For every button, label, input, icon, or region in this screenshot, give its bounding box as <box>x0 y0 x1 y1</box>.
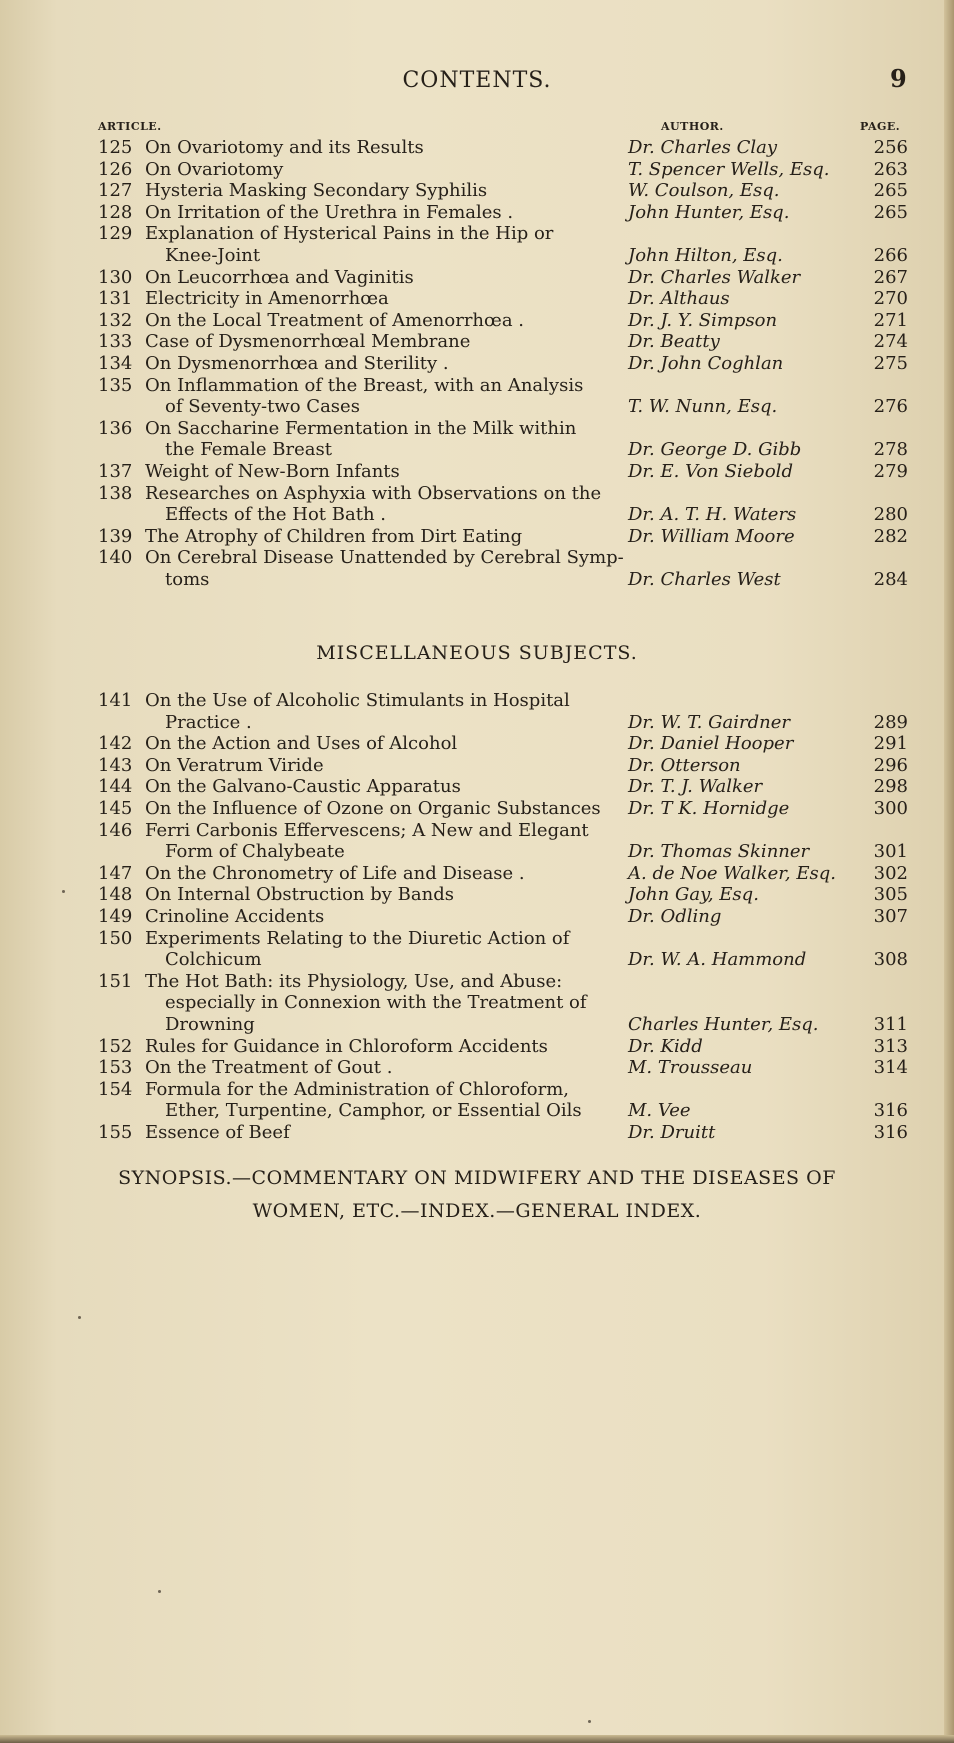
footer-synopsis-line-2: WOMEN, ETC.—INDEX.—GENERAL INDEX. <box>252 1200 702 1222</box>
article-title-line: On the Treatment of Gout . <box>145 1057 393 1079</box>
article-title-line: of Seventy-two Cases <box>165 396 360 418</box>
contents-entry <box>0 310 954 332</box>
article-title-line: Essence of Beef <box>145 1122 290 1143</box>
article-page: 314 <box>873 1057 908 1079</box>
contents-entry <box>0 755 954 777</box>
article-page: 300 <box>873 798 908 819</box>
article-number: 127 <box>98 180 133 202</box>
article-page: 271 <box>873 309 908 331</box>
article-author: Dr. Kidd <box>628 1035 703 1057</box>
article-title-line: On the Galvano-Caustic Apparatus <box>145 776 461 798</box>
article-author: John Hilton, Esq. <box>628 244 783 266</box>
article-author: Charles Hunter, Esq. <box>628 1013 819 1035</box>
contents-entry <box>0 928 954 971</box>
contents-entry <box>0 1079 954 1122</box>
article-page: 274 <box>873 331 908 353</box>
article-page: 302 <box>873 862 908 884</box>
article-page: 276 <box>873 396 908 418</box>
article-title-line: the Female Breast <box>165 439 332 461</box>
paper-speck <box>78 1316 81 1319</box>
article-number: 154 <box>98 1078 133 1100</box>
article-title-line: On Cerebral Disease Unattended by Cerebral Symp- <box>145 547 624 569</box>
contents-entry <box>0 884 954 906</box>
article-number: 151 <box>98 970 133 992</box>
article-author: A. de Noe Walker, Esq. <box>628 862 836 884</box>
article-number: 150 <box>98 927 133 949</box>
article-number: 126 <box>98 158 133 180</box>
article-author: Dr. Otterson <box>628 754 741 776</box>
article-author: T. W. Nunn, Esq. <box>628 396 778 418</box>
article-author: Dr. John Coghlan <box>628 353 784 374</box>
article-author: John Hunter, Esq. <box>628 201 790 223</box>
article-number: 125 <box>98 137 133 158</box>
contents-entry <box>0 461 954 483</box>
article-author: Dr. Althaus <box>628 288 730 310</box>
article-number: 147 <box>98 862 133 884</box>
article-number: 132 <box>98 309 133 331</box>
article-page: 308 <box>873 949 908 971</box>
article-title-line: On Saccharine Fermentation in the Milk within <box>145 417 577 439</box>
contents-entry <box>0 863 954 885</box>
article-number: 143 <box>98 754 133 776</box>
article-title-line: On the Action and Uses of Alcohol <box>145 733 458 755</box>
article-number: 134 <box>98 353 133 374</box>
article-page: 270 <box>873 288 908 310</box>
article-author: T. Spencer Wells, Esq. <box>628 158 830 180</box>
article-title-line: Hysteria Masking Secondary Syphilis <box>145 180 488 202</box>
article-title-line: Knee-Joint <box>165 244 261 266</box>
article-number: 155 <box>98 1122 133 1143</box>
article-number: 130 <box>98 266 133 288</box>
article-number: 141 <box>98 690 133 711</box>
article-number: 148 <box>98 884 133 906</box>
article-page: 280 <box>873 504 908 526</box>
article-author: Dr. Thomas Skinner <box>628 841 810 863</box>
article-title-line: On Dysmenorrhœa and Sterility . <box>145 353 449 374</box>
article-title-line: Rules for Guidance in Chloroform Accidents <box>145 1035 548 1057</box>
article-title-line: On Ovariotomy <box>145 158 284 180</box>
article-author: Dr. W. A. Hammond <box>628 949 807 971</box>
contents-entry <box>0 690 954 733</box>
contents-entry <box>0 798 954 820</box>
article-author: M. Trousseau <box>628 1057 753 1079</box>
article-author: Dr. Charles West <box>628 568 781 590</box>
article-author: Dr. Odling <box>628 906 722 927</box>
contents-entry <box>0 547 954 590</box>
article-title-line: Electricity in Amenorrhœa <box>145 288 389 310</box>
contents-entry <box>0 375 954 418</box>
article-page: 278 <box>873 439 908 461</box>
article-page: 265 <box>873 180 908 202</box>
article-author: W. Coulson, Esq. <box>628 180 780 202</box>
article-page: 311 <box>873 1013 908 1035</box>
running-title: CONTENTS. <box>402 68 552 93</box>
article-page: 275 <box>873 353 908 374</box>
contents-entry <box>0 353 954 375</box>
article-number: 131 <box>98 288 133 310</box>
article-title-line: Practice . <box>165 711 252 733</box>
contents-entry <box>0 1122 954 1144</box>
article-author: Dr. Daniel Hooper <box>628 733 794 755</box>
article-title-line: Crinoline Accidents <box>145 906 325 927</box>
article-title-line: On Veratrum Viride <box>145 754 324 776</box>
article-author: Dr. Charles Clay <box>628 137 778 158</box>
article-page: 284 <box>873 568 908 590</box>
article-title-line: Researches on Asphyxia with Observations on the <box>145 482 602 504</box>
article-title-line: On Inflammation of the Breast, with an Analysis <box>145 374 584 396</box>
article-title-line: On the Use of Alcoholic Stimulants in Hospital <box>145 690 570 711</box>
article-author: Dr. William Moore <box>628 525 795 547</box>
article-page: 316 <box>873 1122 908 1143</box>
article-page: 279 <box>873 461 908 482</box>
paper-speck <box>158 1590 161 1593</box>
article-number: 138 <box>98 482 133 504</box>
article-title-line: The Hot Bath: its Physiology, Use, and Abuse: <box>145 970 563 992</box>
article-page: 263 <box>873 158 908 180</box>
article-number: 153 <box>98 1057 133 1079</box>
article-number: 142 <box>98 733 133 755</box>
article-page: 291 <box>873 733 908 755</box>
article-author: Dr. J. Y. Simpson <box>628 309 778 331</box>
article-author: Dr. Charles Walker <box>628 266 801 288</box>
article-title-line: The Atrophy of Children from Dirt Eating <box>145 525 523 547</box>
contents-entry <box>0 526 954 548</box>
article-title-line: Experiments Relating to the Diuretic Action of <box>145 927 570 949</box>
article-number: 139 <box>98 525 133 547</box>
contents-entry <box>0 733 954 755</box>
article-title-line: Colchicum <box>165 949 262 971</box>
article-author: Dr. George D. Gibb <box>628 439 802 461</box>
article-page: 298 <box>873 776 908 798</box>
article-page: 305 <box>873 884 908 906</box>
article-page: 256 <box>873 137 908 158</box>
article-title-line: On the Chronometry of Life and Disease . <box>145 862 525 884</box>
contents-entry <box>0 971 954 1036</box>
article-title-line: On the Influence of Ozone on Organic Substances <box>145 798 601 819</box>
article-number: 128 <box>98 201 133 223</box>
article-title-line: On Leucorrhœa and Vaginitis <box>145 266 414 288</box>
article-page: 266 <box>873 244 908 266</box>
article-page: 296 <box>873 754 908 776</box>
section-heading-miscellaneous: MISCELLANEOUS SUBJECTS. <box>316 642 638 664</box>
article-page: 289 <box>873 711 908 733</box>
article-title-line: On the Local Treatment of Amenorrhœa . <box>145 309 524 331</box>
article-title-line: Drowning <box>165 1013 255 1035</box>
column-header-author: AUTHOR. <box>661 120 724 133</box>
contents-entry <box>0 1036 954 1058</box>
article-author: Dr. W. T. Gairdner <box>628 711 790 733</box>
contents-entry <box>0 202 954 224</box>
article-author: Dr. A. T. H. Waters <box>628 504 797 526</box>
article-number: 135 <box>98 374 133 396</box>
article-number: 137 <box>98 461 133 482</box>
article-title-line: toms <box>165 568 210 590</box>
paper-speck <box>62 890 65 893</box>
contents-entry <box>0 483 954 526</box>
article-page: 313 <box>873 1035 908 1057</box>
contents-entry <box>0 776 954 798</box>
article-number: 140 <box>98 547 133 569</box>
article-number: 129 <box>98 223 133 245</box>
article-title-line: Ferri Carbonis Effervescens; A New and Elegant <box>145 819 589 841</box>
article-author: Dr. E. Von Siebold <box>628 461 793 482</box>
contents-entry <box>0 267 954 289</box>
article-title-line: Weight of New-Born Infants <box>145 461 400 482</box>
contents-entry <box>0 137 954 159</box>
article-author: John Gay, Esq. <box>628 884 759 906</box>
article-author: M. Vee <box>628 1100 691 1122</box>
column-header-article: ARTICLE. <box>98 120 162 133</box>
article-number: 145 <box>98 798 133 819</box>
article-title-line: Formula for the Administration of Chloroform, <box>145 1078 570 1100</box>
article-title-line: Effects of the Hot Bath . <box>165 504 386 526</box>
article-page: 267 <box>873 266 908 288</box>
article-title-line: On Internal Obstruction by Bands <box>145 884 454 906</box>
article-title-line: On Ovariotomy and its Results <box>145 137 424 158</box>
article-page: 301 <box>873 841 908 863</box>
article-title-line: Explanation of Hysterical Pains in the Hip or <box>145 223 554 245</box>
article-title-line: Form of Chalybeate <box>165 841 345 863</box>
article-number: 144 <box>98 776 133 798</box>
article-author: Dr. Beatty <box>628 331 720 353</box>
article-author: Dr. T. J. Walker <box>628 776 763 798</box>
article-page: 265 <box>873 201 908 223</box>
contents-entry <box>0 180 954 202</box>
article-author: Dr. Druitt <box>628 1122 716 1143</box>
article-number: 146 <box>98 819 133 841</box>
contents-entry <box>0 331 954 353</box>
contents-entry <box>0 906 954 928</box>
article-title-line: Case of Dysmenorrhœal Membrane <box>145 331 471 353</box>
article-page: 282 <box>873 525 908 547</box>
paper-speck <box>588 1720 591 1723</box>
footer-synopsis-line-1: SYNOPSIS.—COMMENTARY ON MIDWIFERY AND THE DISEASES OF <box>118 1167 836 1189</box>
article-title-line: especially in Connexion with the Treatment of <box>165 992 587 1014</box>
contents-entry <box>0 1057 954 1079</box>
article-number: 152 <box>98 1035 133 1057</box>
column-header-page: PAGE. <box>860 120 901 133</box>
article-number: 136 <box>98 417 133 439</box>
article-title-line: On Irritation of the Urethra in Females . <box>145 201 514 223</box>
article-number: 133 <box>98 331 133 353</box>
article-page: 307 <box>873 906 908 927</box>
article-number: 149 <box>98 906 133 927</box>
article-author: Dr. T K. Hornidge <box>628 798 790 819</box>
article-title-line: Ether, Turpentine, Camphor, or Essential Oils <box>165 1100 582 1122</box>
contents-entry <box>0 288 954 310</box>
article-page: 316 <box>873 1100 908 1122</box>
page-bottom-edge <box>0 1735 954 1743</box>
page-number: 9 <box>890 64 907 93</box>
contents-entry <box>0 418 954 461</box>
contents-entry <box>0 223 954 266</box>
contents-entry <box>0 820 954 863</box>
contents-entry <box>0 159 954 181</box>
